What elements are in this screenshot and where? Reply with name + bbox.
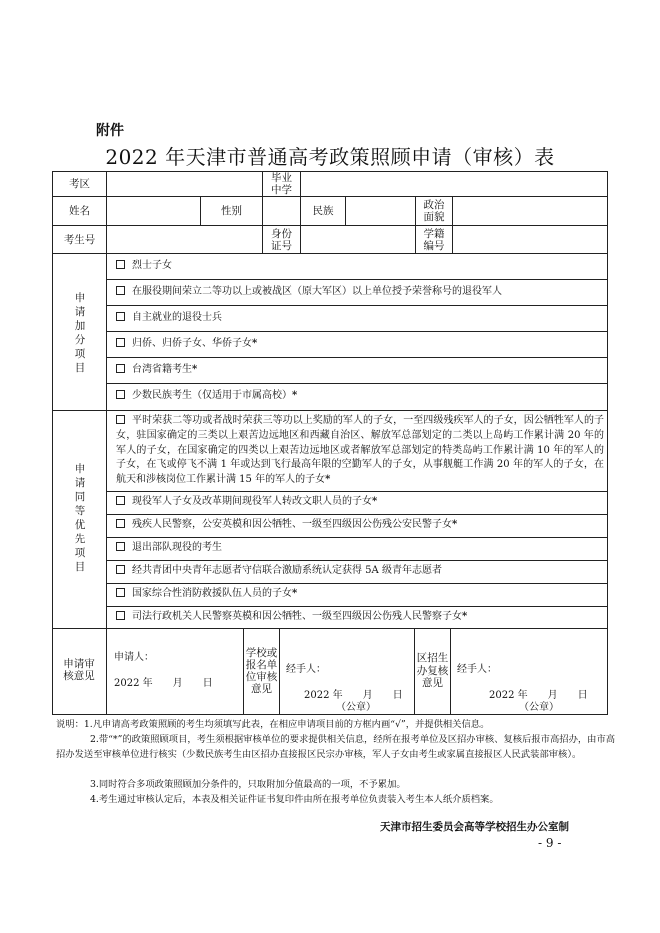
gender-field[interactable]: [263, 197, 300, 225]
priority-option[interactable]: 经共青团中央青年志愿者守信联合激励系统认定获得 5A 级青年志愿者: [116, 564, 600, 579]
checkbox-icon[interactable]: [116, 542, 125, 551]
political-status-label: 政治 面貌: [423, 199, 445, 223]
bonus-option[interactable]: 台湾省籍考生*: [116, 363, 600, 378]
district-review-label: 区招生办复核意见: [416, 652, 449, 690]
priority-option[interactable]: 平时荣获二等功或者战时荣获三等功以上奖励的军人的子女，一至四级残疾军人的子女，因公牺牲军人的子女，驻国家确定的三类以上艰苦边远地区和西藏自治区、解放军总部划定的二类以上岛屿工作累计满 20 年的军人的子女，在国家确定的四类以上艰苦边远地区或者解放军总部划定的特类岛屿工作累计满 10 年的军人的子女，在飞或停飞不满 1 年或达到飞行最高年限的空勤军人的子女，从事舰艇工作满 20 年的军人的子女，在航天和涉核岗位工作累计满 15 年的军人的子女*: [116, 415, 604, 486]
checkbox-icon[interactable]: [116, 286, 125, 295]
checkbox-icon[interactable]: [116, 338, 125, 347]
priority-option[interactable]: 退出部队现役的考生: [116, 541, 600, 556]
exam-number-field[interactable]: [107, 226, 262, 253]
note-item: 说明：1.凡申请高考政策照顾的考生均须填写此表，在相应申请项目前的方框内画“√”，并提供相关信息。: [56, 719, 490, 730]
name-field[interactable]: [107, 197, 200, 225]
checkbox-icon[interactable]: [116, 565, 125, 574]
applicant-date: 2022 年 月 日: [114, 678, 213, 689]
graduation-school-label: 毕业 中学: [271, 172, 292, 196]
bonus-option[interactable]: 少数民族考生（仅适用于市属高校）*: [116, 389, 600, 404]
name-label: 姓名: [69, 205, 90, 217]
issuer-line: 天津市招生委员会高等学校招生办公室制: [380, 821, 569, 833]
student-number-label: 学籍 编号: [423, 227, 445, 252]
exam-number-label: 考生号: [63, 233, 96, 246]
attachment-label: 附件: [96, 123, 124, 139]
page-number: - 9 -: [538, 836, 562, 850]
id-card-label: 身份 证号: [271, 227, 292, 252]
school-review-label: 学校或报名单位审核意见: [245, 647, 278, 695]
checkbox-icon[interactable]: [116, 415, 125, 424]
graduation-school-field[interactable]: [301, 172, 607, 196]
priority-option[interactable]: 司法行政机关人民警察英模和因公牺牲、一级至四级因公伤残人民警察子女*: [116, 610, 600, 625]
gender-label: 性别: [221, 205, 242, 217]
checkbox-icon[interactable]: [116, 390, 125, 399]
applicant-signature-label: 申请人：: [114, 652, 154, 663]
checkbox-icon[interactable]: [116, 364, 125, 373]
note-item: 3.同时符合多项政策照顾加分条件的，只取附加分值最高的一项，不予累加。: [90, 779, 406, 790]
priority-option[interactable]: 现役军人子女及改革期间现役军人转改文职人员的子女*: [116, 495, 600, 510]
form-title: 2022 年天津市普通高考政策照顾申请（审核）表: [105, 145, 555, 169]
student-number-field[interactable]: [453, 226, 607, 253]
political-status-field[interactable]: [453, 197, 607, 225]
checkbox-icon[interactable]: [116, 260, 125, 269]
priority-option[interactable]: 国家综合性消防救援队伍人员的子女*: [116, 587, 600, 602]
priority-section-label: 申请同等优先项目: [74, 463, 86, 573]
ethnicity-field[interactable]: [346, 197, 415, 225]
note-item: 2.带“*”的政策照顾项目，考生须根据审核单位的要求提供相关信息，经所在报考单位及区招办审核、复核后报市高招办，由市高招办发送至审核单位进行核实（少数民族考生由区招办直接报区民宗办审核，军人子女由考生或家属直接报区人民武装部审核）。: [56, 734, 616, 760]
bonus-option[interactable]: 烈士子女: [116, 259, 600, 274]
school-review-date: 2022 年 月 日: [304, 690, 403, 701]
exam-area-label: 考区: [69, 178, 90, 190]
bonus-option[interactable]: 自主就业的退役士兵: [116, 311, 600, 326]
checkbox-icon[interactable]: [116, 496, 125, 505]
bonus-section-label: 申请加分项目: [74, 292, 86, 374]
district-handler-label: 经手人：: [457, 664, 497, 675]
priority-option[interactable]: 残疾人民警察，公安英模和因公牺牲、一级至四级因公伤残公安民警子女*: [116, 518, 600, 533]
checkbox-icon[interactable]: [116, 519, 125, 528]
note-item: 4.考生通过审核认定后，本表及相关证件证书复印件由所在报考单位负责装入考生本人纸介质档案。: [90, 794, 499, 805]
district-review-date: 2022 年 月 日: [489, 690, 588, 701]
checkbox-icon[interactable]: [116, 588, 125, 597]
school-seal: （公章）: [336, 702, 376, 713]
bonus-option[interactable]: 归侨、归侨子女、华侨子女*: [116, 337, 600, 352]
id-card-field[interactable]: [301, 226, 415, 253]
exam-area-field[interactable]: [107, 172, 262, 196]
district-seal: （公章）: [519, 702, 559, 713]
checkbox-icon[interactable]: [116, 312, 125, 321]
review-label: 申请审核意见: [63, 658, 95, 682]
school-handler-label: 经手人：: [286, 664, 326, 675]
ethnicity-label: 民族: [312, 205, 334, 217]
checkbox-icon[interactable]: [116, 611, 125, 620]
bonus-option[interactable]: 在服役期间荣立二等功以上或被战区（原大军区）以上单位授予荣誉称号的退役军人: [116, 285, 600, 300]
